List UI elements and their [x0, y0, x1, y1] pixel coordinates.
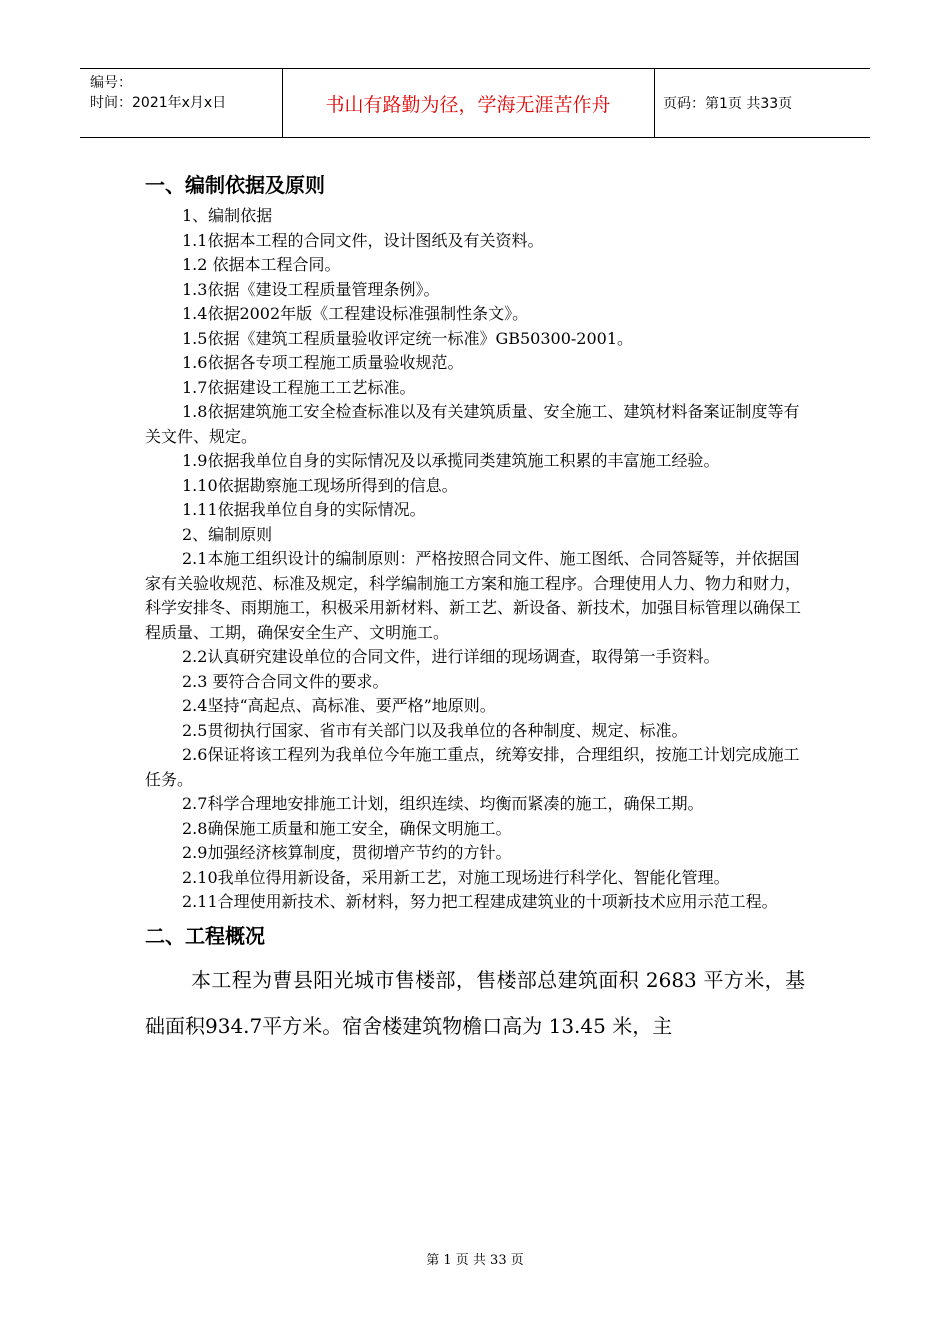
- document-time-label: 时间：2021年x月x日: [90, 95, 227, 111]
- paragraph: 1.6依据各专项工程施工质量验收规范。: [182, 353, 464, 372]
- paragraph: 1.5依据《建筑工程质量验收评定统一标准》GB50300-2001。: [182, 328, 634, 348]
- paragraph: 2.6保证将该工程列为我单位今年施工重点，统筹安排，合理组织，按施工计划完成施工任务。: [145, 745, 800, 789]
- header-meta: [90, 73, 226, 113]
- paragraph: 2.4坚持“高起点、高标准、要严格”地原则。: [182, 696, 496, 715]
- paragraph: 1.7依据建设工程施工工艺标准。: [182, 377, 416, 397]
- header-divider-right: [654, 69, 655, 137]
- header-page-number: 页码：第1页 共33页: [663, 96, 793, 112]
- paragraph: 2.8确保施工质量和施工安全，确保文明施工。: [182, 818, 512, 838]
- paragraph: 2.9加强经济核算制度，贯彻增产节约的方针。: [182, 843, 512, 862]
- paragraph: 1.10依据勘察施工现场所得到的信息。: [182, 475, 458, 495]
- paragraph: 2.5贯彻执行国家、省市有关部门以及我单位的各种制度、规定、标准。: [182, 720, 688, 740]
- paragraph: 1.4依据2002年版《工程建设标准强制性条文》。: [182, 304, 529, 323]
- paragraph: 1、编制依据: [182, 206, 273, 225]
- paragraph: 1.9依据我单位自身的实际情况及以承揽同类建筑施工积累的丰富施工经验。: [182, 451, 720, 470]
- paragraph: 1.3依据《建设工程质量管理条例》。: [182, 279, 440, 299]
- section-heading: 二、工程概况: [145, 923, 265, 948]
- paragraph: 2.1本施工组织设计的编制原则：严格按照合同文件、施工图纸、合同答疑等，并依据国家有关验收规范、标准及规定，科学编制施工方案和施工程序。合理使用人力、物力和财力，科学安排冬、雨期施工，积极采用新材料、新工艺、新设备、新技术，加强目标管理以确保工程质量、工期，确保安全生产、文明施工。: [145, 549, 802, 642]
- document-body: [145, 170, 805, 1049]
- paragraph: 2.3 要符合合同文件的要求。: [182, 671, 389, 691]
- paragraph: 1.1依据本工程的合同文件，设计图纸及有关资料。: [182, 230, 544, 250]
- paragraph: 1.11依据我单位自身的实际情况。: [182, 500, 426, 519]
- document-number-label: 编号：: [90, 75, 132, 91]
- section-heading: 一、编制依据及原则: [145, 173, 325, 197]
- paragraph: 2.10我单位得用新设备，采用新工艺，对施工现场进行科学化、智能化管理。: [182, 867, 730, 887]
- paragraph: 2、编制原则: [182, 524, 273, 544]
- page-footer: 第 1 页 共 33 页: [426, 1253, 524, 1268]
- paragraph: 1.8依据建筑施工安全检查标准以及有关建筑质量、安全施工、建筑材料备案证制度等有关文件、规定。: [145, 402, 800, 446]
- paragraph: 2.7科学合理地安排施工计划，组织连续、均衡而紧凑的施工，确保工期。: [182, 794, 704, 813]
- overview-paragraph: 本工程为曹县阳光城市售楼部，售楼部总建筑面积 2683 平方米，基础面积934.7平方米。宿舍楼建筑物檐口高为 13.45 米，主: [145, 967, 805, 1038]
- header-motto: 书山有路勤为径，学海无涯苦作舟: [325, 93, 611, 116]
- paragraph: 1.2 依据本工程合同。: [182, 255, 341, 274]
- section-1-paragraphs: [145, 204, 805, 915]
- paragraph: 2.2认真研究建设单位的合同文件，进行详细的现场调查，取得第一手资料。: [182, 647, 720, 666]
- page-header: [80, 68, 870, 138]
- paragraph: 2.11合理使用新技术、新材料，努力把工程建成建筑业的十项新技术应用示范工程。: [182, 892, 778, 911]
